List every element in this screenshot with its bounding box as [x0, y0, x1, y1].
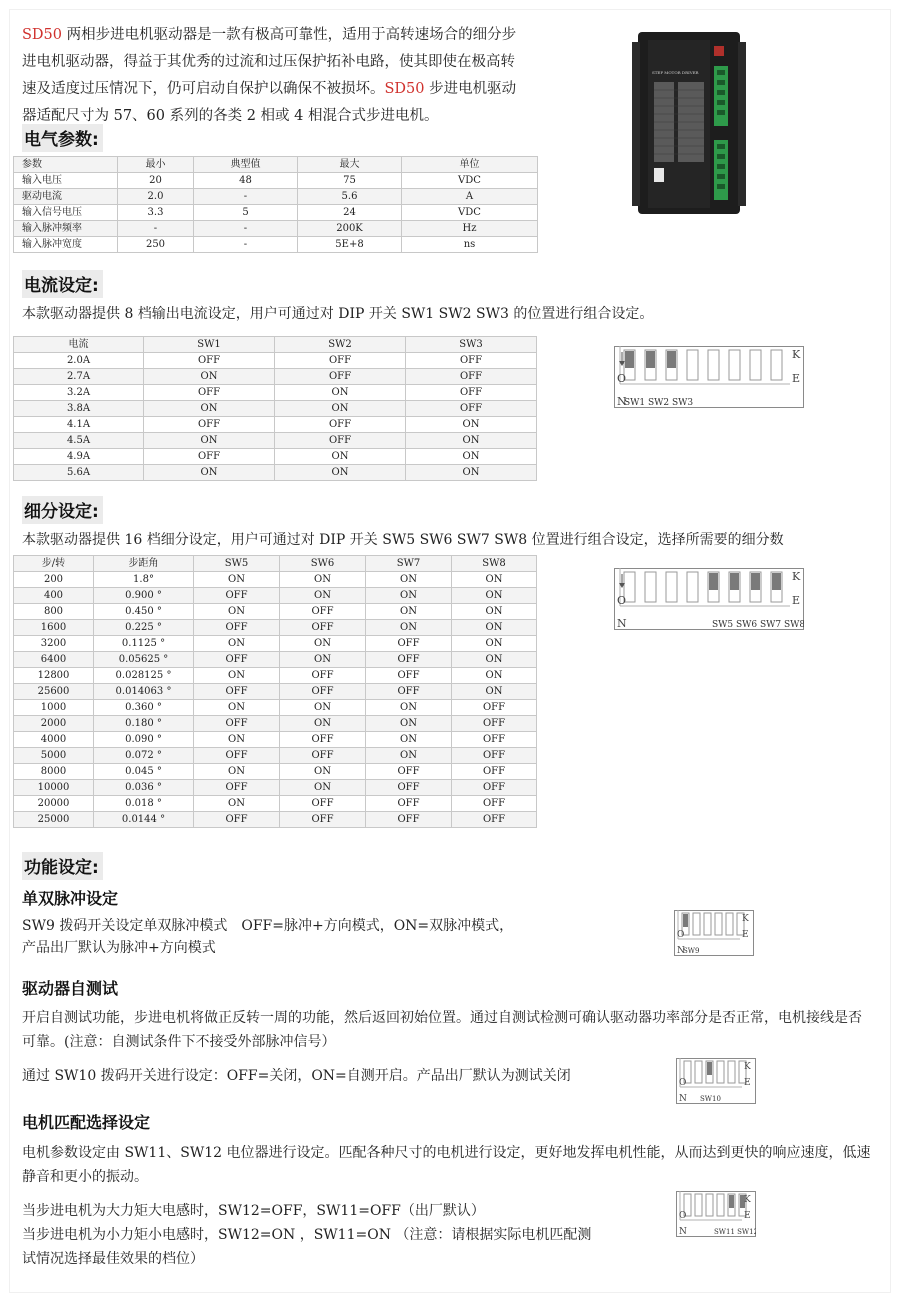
dip-sw9-graphic	[674, 910, 754, 956]
micro-cell: ON	[366, 716, 452, 732]
intro-text-1: 两相步进电机驱动器是一款有极高可靠性，适用于高转速场合的细分步进电机驱动器，得益于其优秀的过流和过压保护拓补电路，使其即使在极高转速及适度过压情况下，仍可启动自保护以确保不被损坏。	[22, 27, 517, 97]
motor-match-line-1: 当步进电机为大力矩大电感时，SW12=OFF，SW11=OFF（出厂默认）	[22, 1203, 485, 1219]
elec-cell: 驱动电流	[14, 189, 118, 205]
pulse-mode-line-2: 产品出厂默认为脉冲+方向模式	[22, 940, 216, 956]
dip-on-letter-n: N	[679, 1094, 687, 1104]
micro-cell: ON	[280, 700, 366, 716]
dip-on-letter-n: N	[677, 946, 685, 956]
microstep-table	[13, 555, 537, 828]
elec-cell: 3.3	[118, 205, 194, 221]
micro-row	[14, 764, 537, 780]
current-header-row	[14, 337, 537, 353]
intro-text-2: 步进电机驱动器适配尺寸为 57、60 系列的各类 2 相或 4 相混合式步进电机。	[22, 81, 517, 124]
micro-cell: ON	[366, 588, 452, 604]
micro-cell: OFF	[452, 812, 537, 828]
current-header-cell: SW2	[275, 337, 406, 353]
micro-cell: OFF	[194, 620, 280, 636]
current-cell: ON	[406, 449, 537, 465]
dip-slot	[693, 913, 700, 935]
micro-row	[14, 796, 537, 812]
current-cell: ON	[275, 449, 406, 465]
elec-cell: -	[194, 237, 298, 253]
micro-cell: ON	[280, 780, 366, 796]
micro-cell: OFF	[280, 732, 366, 748]
selftest-title: 驱动器自测试	[22, 979, 119, 998]
micro-cell: ON	[366, 620, 452, 636]
dip-letter-k: K	[792, 570, 801, 583]
current-table	[13, 336, 537, 481]
micro-cell: 1600	[14, 620, 94, 636]
current-row	[14, 449, 537, 465]
micro-cell: ON	[280, 636, 366, 652]
current-cell: OFF	[406, 385, 537, 401]
dip-lever	[772, 573, 781, 590]
dip-lever	[729, 1195, 734, 1208]
micro-cell: 0.090 °	[94, 732, 194, 748]
micro-cell: ON	[194, 700, 280, 716]
dip-slot	[687, 350, 698, 380]
dip-slot	[750, 350, 761, 380]
dip-on-letter-n: N	[617, 617, 627, 630]
micro-cell: 8000	[14, 764, 94, 780]
dip-slot	[666, 572, 677, 602]
current-cell: OFF	[144, 385, 275, 401]
micro-row	[14, 748, 537, 764]
micro-cell: 0.036 °	[94, 780, 194, 796]
current-row	[14, 465, 537, 481]
micro-cell: 0.014063 °	[94, 684, 194, 700]
dip-letter-e: E	[744, 1078, 751, 1088]
current-cell: 4.5A	[14, 433, 144, 449]
current-description: 本款驱动器提供 8 档输出电流设定，用户可通过对 DIP 开关 SW1 SW2 SW3 的位置进行组合设定。	[22, 306, 654, 322]
intro-paragraph	[22, 22, 522, 130]
current-cell: OFF	[275, 433, 406, 449]
dip-slot	[704, 913, 711, 935]
elec-cell: ns	[402, 237, 538, 253]
micro-row	[14, 636, 537, 652]
micro-row	[14, 780, 537, 796]
current-row	[14, 353, 537, 369]
micro-cell: ON	[452, 668, 537, 684]
micro-cell: 3200	[14, 636, 94, 652]
elec-row	[14, 205, 538, 221]
current-cell: ON	[275, 385, 406, 401]
micro-cell: OFF	[194, 684, 280, 700]
pulse-mode-title: 单双脉冲设定	[22, 889, 119, 908]
micro-cell: 4000	[14, 732, 94, 748]
micro-cell: OFF	[280, 684, 366, 700]
micro-row	[14, 812, 537, 828]
elec-cell: Hz	[402, 221, 538, 237]
micro-cell: OFF	[366, 684, 452, 700]
elec-cell: 250	[118, 237, 194, 253]
elec-header-cell: 最大	[298, 157, 402, 173]
dip-lever	[730, 573, 739, 590]
micro-cell: 1000	[14, 700, 94, 716]
current-cell: ON	[144, 401, 275, 417]
micro-cell: 0.0144 °	[94, 812, 194, 828]
current-cell: OFF	[275, 417, 406, 433]
current-cell: ON	[275, 465, 406, 481]
micro-cell: ON	[194, 796, 280, 812]
micro-cell: 0.180 °	[94, 716, 194, 732]
micro-cell: ON	[366, 572, 452, 588]
dip-letter-e: E	[744, 1211, 751, 1221]
micro-cell: ON	[280, 764, 366, 780]
dip-sw10-graphic	[676, 1058, 756, 1104]
micro-header-cell: SW5	[194, 556, 280, 572]
micro-cell: 10000	[14, 780, 94, 796]
micro-cell: ON	[452, 588, 537, 604]
dip-lever	[751, 573, 760, 590]
current-cell: 2.0A	[14, 353, 144, 369]
micro-cell: 0.05625 °	[94, 652, 194, 668]
current-cell: ON	[406, 465, 537, 481]
dip-current-graphic	[614, 346, 804, 408]
dip-switch-sw9	[674, 910, 754, 960]
selftest-line: 通过 SW10 拨码开关进行设定：OFF=关闭，ON=自测开启。产品出厂默认为测试关闭	[22, 1068, 571, 1084]
dip-on-letter-o: O	[617, 594, 627, 607]
current-cell: ON	[275, 401, 406, 417]
micro-cell: OFF	[366, 668, 452, 684]
motor-match-description: 电机参数设定由 SW11、SW12 电位器进行设定。匹配各种尺寸的电机进行设定，更好地发挥电机性能，从而达到更快的响应速度，低速静音和更小的振动。	[22, 1145, 871, 1185]
dip-slot	[771, 350, 782, 380]
elec-cell: 5E+8	[298, 237, 402, 253]
section-electrical-heading: 电气参数:	[22, 124, 103, 152]
micro-row	[14, 716, 537, 732]
micro-row	[14, 620, 537, 636]
micro-cell: ON	[452, 604, 537, 620]
micro-row	[14, 732, 537, 748]
micro-cell: OFF	[280, 620, 366, 636]
micro-cell: OFF	[452, 764, 537, 780]
current-cell: OFF	[144, 417, 275, 433]
micro-cell: ON	[194, 636, 280, 652]
dip-slot	[729, 350, 740, 380]
micro-cell: ON	[452, 636, 537, 652]
micro-cell: 20000	[14, 796, 94, 812]
micro-cell: OFF	[194, 780, 280, 796]
micro-cell: ON	[194, 668, 280, 684]
dip-sw9-label: SW9	[683, 947, 700, 955]
micro-row	[14, 604, 537, 620]
micro-header-cell: SW8	[452, 556, 537, 572]
dip-slot	[715, 913, 722, 935]
current-cell: 4.1A	[14, 417, 144, 433]
current-header-cell: 电流	[14, 337, 144, 353]
micro-cell: 2000	[14, 716, 94, 732]
micro-cell: ON	[452, 652, 537, 668]
dip-letter-e: E	[742, 930, 749, 940]
micro-cell: OFF	[280, 812, 366, 828]
current-cell: OFF	[144, 353, 275, 369]
micro-header-cell: SW6	[280, 556, 366, 572]
micro-cell: ON	[194, 572, 280, 588]
micro-row	[14, 684, 537, 700]
micro-cell: OFF	[194, 652, 280, 668]
elec-row	[14, 189, 538, 205]
micro-cell: OFF	[366, 636, 452, 652]
elec-cell: VDC	[402, 205, 538, 221]
dip-slot	[717, 1061, 724, 1083]
dip-letter-e: E	[792, 372, 801, 385]
current-cell: 3.2A	[14, 385, 144, 401]
micro-cell: ON	[452, 684, 537, 700]
elec-cell: 5	[194, 205, 298, 221]
micro-row	[14, 700, 537, 716]
micro-cell: 0.900 °	[94, 588, 194, 604]
driver-product-image	[632, 30, 746, 218]
current-cell: ON	[144, 369, 275, 385]
product-label: STEP MOTOR DRIVER	[652, 70, 699, 75]
micro-cell: ON	[452, 572, 537, 588]
micro-cell: OFF	[280, 668, 366, 684]
micro-cell: OFF	[280, 796, 366, 812]
dip-micro-graphic	[614, 568, 804, 630]
micro-cell: 5000	[14, 748, 94, 764]
selftest-description: 开启自测试功能，步进电机将做正反转一周的功能，然后返回初始位置。通过自测试检测可确认驱动器功率部分是否正常，电机接线是否可靠。(注意：自测试条件下不接受外部脉冲信号）	[22, 1010, 862, 1050]
dip-micro-label: SW5 SW6 SW7 SW8	[712, 620, 804, 630]
current-row	[14, 401, 537, 417]
current-cell: 2.7A	[14, 369, 144, 385]
dip-on-letter-o: O	[617, 372, 627, 385]
dip-slot	[645, 572, 656, 602]
current-cell: 3.8A	[14, 401, 144, 417]
micro-cell: 0.028125 °	[94, 668, 194, 684]
micro-cell: ON	[280, 652, 366, 668]
micro-cell: ON	[194, 732, 280, 748]
current-cell: ON	[406, 433, 537, 449]
micro-row	[14, 572, 537, 588]
current-cell: OFF	[406, 369, 537, 385]
micro-cell: 0.018 °	[94, 796, 194, 812]
dip-on-letter-o: O	[679, 1078, 687, 1088]
elec-cell: 2.0	[118, 189, 194, 205]
micro-cell: ON	[366, 732, 452, 748]
micro-cell: OFF	[194, 716, 280, 732]
micro-header-cell: SW7	[366, 556, 452, 572]
micro-row	[14, 668, 537, 684]
current-row	[14, 417, 537, 433]
micro-cell: OFF	[366, 764, 452, 780]
micro-cell: OFF	[280, 604, 366, 620]
dip-lever	[707, 1062, 712, 1075]
elec-cell: 200K	[298, 221, 402, 237]
micro-cell: 0.360 °	[94, 700, 194, 716]
elec-cell: 75	[298, 173, 402, 189]
micro-cell: 0.1125 °	[94, 636, 194, 652]
micro-cell: 6400	[14, 652, 94, 668]
dip-letter-k: K	[742, 914, 749, 924]
dip-sw1112-label: SW11 SW12	[714, 1228, 756, 1236]
dip-lever	[709, 573, 718, 590]
elec-cell: 24	[298, 205, 402, 221]
micro-cell: ON	[366, 604, 452, 620]
elec-cell: 20	[118, 173, 194, 189]
current-cell: ON	[144, 433, 275, 449]
micro-cell: 0.045 °	[94, 764, 194, 780]
micro-cell: 12800	[14, 668, 94, 684]
micro-cell: OFF	[452, 780, 537, 796]
micro-cell: 200	[14, 572, 94, 588]
current-cell: 5.6A	[14, 465, 144, 481]
micro-header-row	[14, 556, 537, 572]
dip-lever	[683, 914, 688, 927]
current-cell: ON	[406, 417, 537, 433]
micro-header-cell: 步距角	[94, 556, 194, 572]
dip-slot	[687, 572, 698, 602]
micro-cell: ON	[280, 588, 366, 604]
brand-name-2: SD50	[384, 81, 425, 97]
dip-switch-sw11-sw12	[676, 1191, 756, 1241]
micro-cell: OFF	[452, 796, 537, 812]
dip-lever	[625, 351, 634, 368]
elec-cell: -	[194, 221, 298, 237]
current-cell: OFF	[275, 353, 406, 369]
dip-slot	[708, 350, 719, 380]
dip-letter-k: K	[744, 1195, 751, 1205]
micro-cell: 0.450 °	[94, 604, 194, 620]
elec-row	[14, 173, 538, 189]
current-row	[14, 385, 537, 401]
current-cell: OFF	[144, 449, 275, 465]
dip-switch-current	[614, 346, 804, 412]
micro-cell: OFF	[452, 716, 537, 732]
motor-match-title: 电机匹配选择设定	[22, 1113, 151, 1132]
micro-cell: ON	[280, 716, 366, 732]
dip-slot	[726, 913, 733, 935]
elec-cell: 输入脉冲频率	[14, 221, 118, 237]
dip-lever	[667, 351, 676, 368]
pulse-mode-line-1: SW9 拨码开关设定单双脉冲模式 OFF=脉冲+方向模式，ON=双脉冲模式，	[22, 918, 514, 934]
dip-lever	[646, 351, 655, 368]
micro-cell: ON	[194, 764, 280, 780]
micro-cell: 25600	[14, 684, 94, 700]
dip-slot	[728, 1061, 735, 1083]
elec-header-row	[14, 157, 538, 173]
micro-cell: ON	[366, 700, 452, 716]
micro-cell: OFF	[366, 780, 452, 796]
section-current-heading: 电流设定:	[22, 270, 103, 298]
micro-cell: 0.072 °	[94, 748, 194, 764]
micro-cell: OFF	[452, 748, 537, 764]
micro-cell: 0.225 °	[94, 620, 194, 636]
dip-current-label: SW1 SW2 SW3	[624, 398, 694, 408]
micro-cell: OFF	[280, 748, 366, 764]
dip-slot	[695, 1194, 702, 1216]
current-cell: 4.9A	[14, 449, 144, 465]
current-row	[14, 369, 537, 385]
elec-header-cell: 参数	[14, 157, 118, 173]
elec-row	[14, 221, 538, 237]
micro-cell: 25000	[14, 812, 94, 828]
motor-match-line-2: 当步进电机为小力矩小电感时，SW12=ON ，SW11=ON （注意：请根据实际电机匹配测试情况选择最佳效果的档位）	[22, 1227, 592, 1267]
elec-cell: 48	[194, 173, 298, 189]
dip-on-letter-n: N	[617, 395, 627, 408]
brand-name: SD50	[22, 27, 63, 43]
current-cell: OFF	[275, 369, 406, 385]
section-function-heading: 功能设定:	[22, 852, 103, 880]
elec-cell: A	[402, 189, 538, 205]
micro-cell: OFF	[194, 812, 280, 828]
dip-switch-microstep	[614, 568, 804, 634]
micro-cell: OFF	[366, 796, 452, 812]
dip-on-letter-n: N	[679, 1227, 687, 1237]
dip-letter-e: E	[792, 594, 801, 607]
elec-cell: 输入信号电压	[14, 205, 118, 221]
elec-row	[14, 237, 538, 253]
dip-letter-k: K	[792, 348, 801, 361]
micro-cell: OFF	[452, 732, 537, 748]
current-header-cell: SW3	[406, 337, 537, 353]
elec-cell: 输入脉冲宽度	[14, 237, 118, 253]
elec-cell: VDC	[402, 173, 538, 189]
current-cell: OFF	[406, 401, 537, 417]
section-microstep-heading: 细分设定:	[22, 496, 103, 524]
micro-cell: 1.8°	[94, 572, 194, 588]
dip-slot	[695, 1061, 702, 1083]
elec-cell: -	[118, 221, 194, 237]
dip-on-letter-o: O	[677, 930, 685, 940]
micro-header-cell: 步/转	[14, 556, 94, 572]
dip-slot	[717, 1194, 724, 1216]
micro-row	[14, 588, 537, 604]
dip-on-letter-o: O	[679, 1211, 687, 1221]
micro-cell: OFF	[366, 652, 452, 668]
micro-cell: OFF	[366, 812, 452, 828]
micro-cell: OFF	[194, 588, 280, 604]
microstep-description: 本款驱动器提供 16 档细分设定，用户可通过对 DIP 开关 SW5 SW6 SW7 SW8 位置进行组合设定，选择所需要的细分数	[22, 532, 784, 548]
current-cell: OFF	[406, 353, 537, 369]
electrical-table	[13, 156, 538, 253]
current-row	[14, 433, 537, 449]
micro-cell: ON	[452, 620, 537, 636]
dip-sw10-label: SW10	[700, 1095, 721, 1103]
micro-cell: OFF	[194, 748, 280, 764]
elec-header-cell: 典型值	[194, 157, 298, 173]
micro-cell: ON	[280, 572, 366, 588]
elec-cell: -	[194, 189, 298, 205]
micro-cell: 800	[14, 604, 94, 620]
dip-slot	[706, 1194, 713, 1216]
micro-cell: ON	[366, 748, 452, 764]
current-header-cell: SW1	[144, 337, 275, 353]
current-cell: ON	[144, 465, 275, 481]
micro-cell: OFF	[452, 700, 537, 716]
elec-header-cell: 单位	[402, 157, 538, 173]
dip-letter-k: K	[744, 1062, 751, 1072]
elec-header-cell: 最小	[118, 157, 194, 173]
dip-switch-sw10	[676, 1058, 756, 1108]
micro-cell: ON	[194, 604, 280, 620]
elec-cell: 输入电压	[14, 173, 118, 189]
elec-cell: 5.6	[298, 189, 402, 205]
micro-cell: 400	[14, 588, 94, 604]
micro-row	[14, 652, 537, 668]
dip-sw1112-graphic	[676, 1191, 756, 1237]
